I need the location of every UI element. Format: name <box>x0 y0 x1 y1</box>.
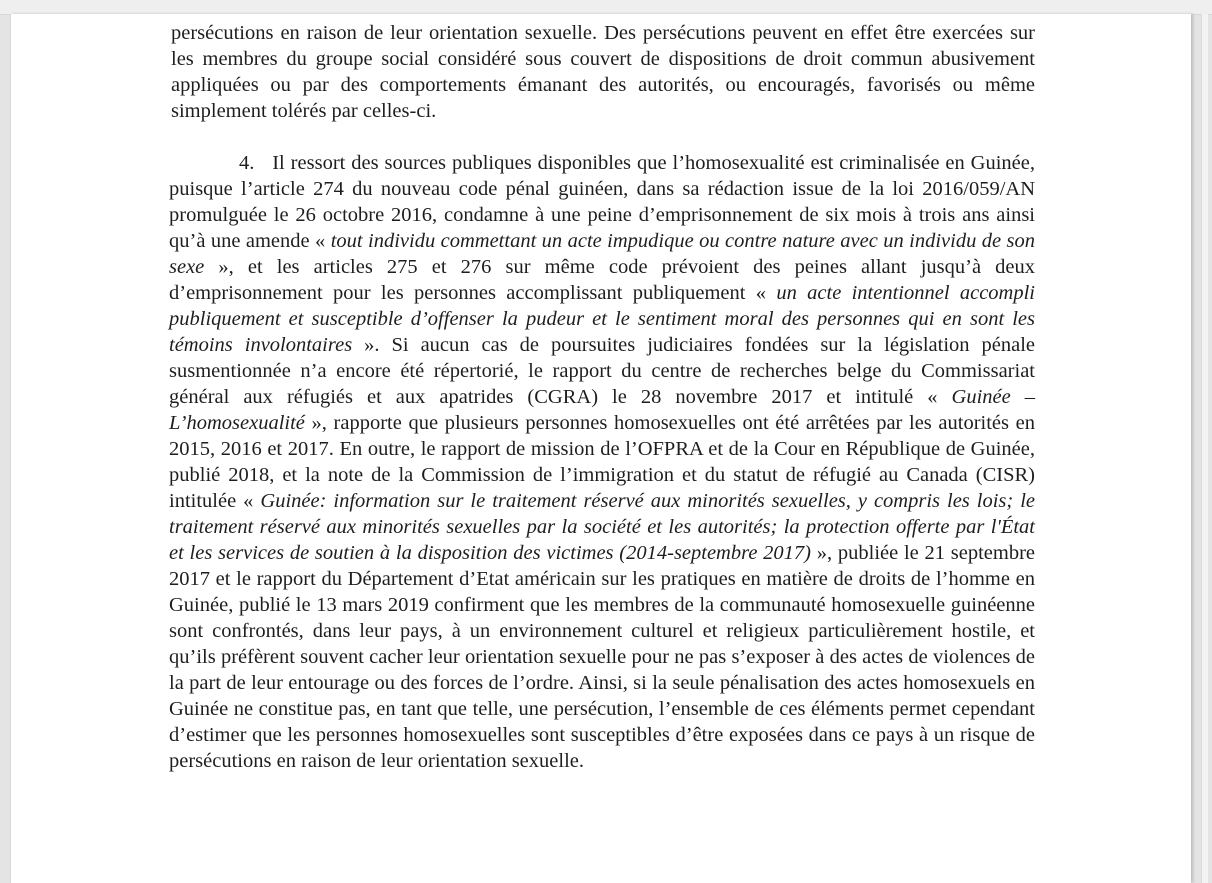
paragraph-number: 4. <box>239 152 255 174</box>
paragraph-4 <box>159 150 1035 774</box>
paragraph-4-text-5: », publiée le 21 septembre 2017 et le rapport du Département d’Etat américain sur les pratiques en matière de droits de l’homme en Guinée, publié le 13 mars 2019 confirment que les membres de la communauté homosexuelle guinéenne sont confrontés, dans leur pays, à un environnement culturel et religieux particulièrement hostile, et qu’ils préfèrent souvent cacher leur orientation sexuelle pour ne pas s’exposer à des actes de violences de la part de leur entourage ou des forces de l’ordre. Ainsi, si la seule pénalisation des actes homosexuels en Guinée ne constitue pas, en tant que telle, une persécution, l’ensemble de ces éléments permet cependant d’estimer que les personnes homosexuelles sont susceptibles d’être exposées dans ce pays à un risque de persécutions en raison de leur orientation sexuelle. <box>169 542 1035 772</box>
document-page <box>10 14 1191 883</box>
paragraph-4-text-2: », et les articles 275 et 276 sur même code prévoient des peines allant jusqu’à deux d’emprisonnement pour les personnes accomplissant publiquement « <box>169 256 1035 304</box>
next-page-edge <box>1201 14 1208 883</box>
paragraph-4-text-4: », rapporte que plusieurs personnes homosexuelles ont été arrêtées par les autorités en 2015, 2016 et 2017. En outre, le rapport de mission de l’OFPRA et de la Cour en République de Guinée, publié 2018, et la note de la Commission de l’immigration et du statut de réfugié au Canada (CISR) intitulée « <box>169 412 1035 512</box>
paragraph-4-text-1: Il ressort des sources publiques disponibles que l’homosexualité est criminalisée en Guinée, puisque l’article 274 du nouveau code pénal guinéen, dans sa rédaction issue de la loi 2016/059/AN promulguée le 26 octobre 2016, condamne à une peine d’emprisonnement de six mois à trois ans ainsi qu’à une amende « <box>169 152 1036 252</box>
page-text <box>159 20 1035 774</box>
quote-cisr-note-title: Guinée: information sur le traitement réservé aux minorités sexuelles, y compris les lois; le traitement réservé aux minorités sexuelles par la société et les autorités; la protection offerte par l'État et les services de soutien à la disposition des victimes (2014-septembre 2017) <box>169 490 1035 564</box>
paragraph-continuation: persécutions en raison de leur orientation sexuelle. Des persécutions peuvent en effet être exercées sur les membres du groupe social considéré sous couvert de dispositions de droit commun abusivement appliquées ou par des comportements émanant des autorités, ou encouragés, favorisés ou même simplement tolérés par celles-ci. <box>171 22 1035 122</box>
viewer-toolbar-edge <box>0 0 1212 15</box>
quote-article-274: tout individu commettant un acte impudique ou contre nature avec un individu de son sexe <box>169 230 1035 278</box>
quote-articles-275-276: un acte intentionnel accompli publiquement et susceptible d’offenser la pudeur et le sentiment moral des personnes qui en sont les témoins involontaires <box>169 282 1035 356</box>
quote-cgra-report-title: Guinée – L’homosexualité <box>169 386 1035 434</box>
paragraph-4-text-3: ». Si aucun cas de poursuites judiciaires fondées sur la législation pénale susmentionnée n’a encore été répertorié, le rapport du centre de recherches belge du Commissariat général aux réfugiés et aux apatrides (CGRA) le 28 novembre 2017 et intitulé « <box>169 334 1035 408</box>
